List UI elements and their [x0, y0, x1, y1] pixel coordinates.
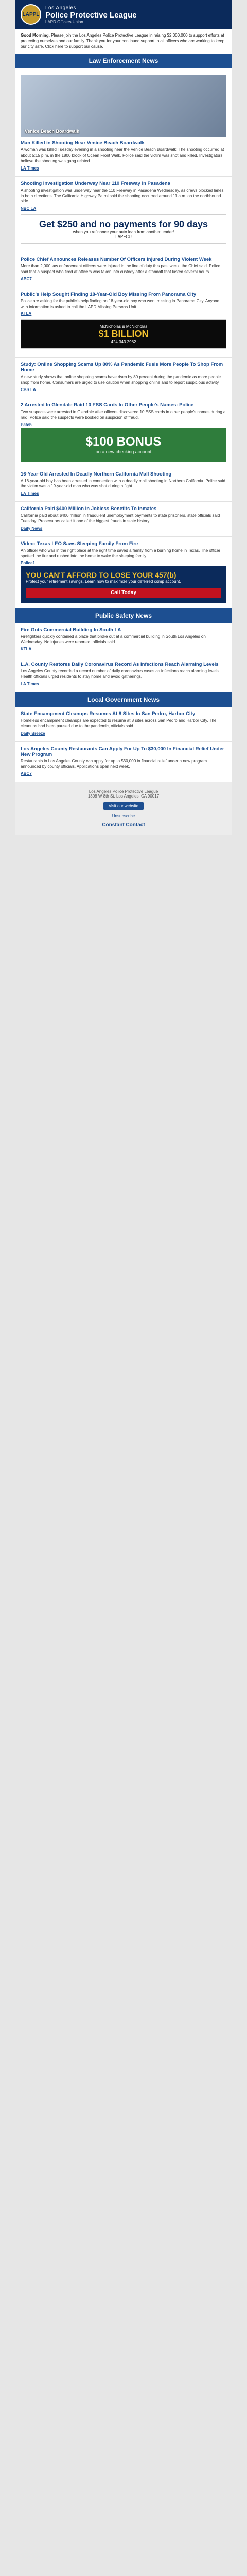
story: [15, 742, 232, 783]
story-title[interactable]: Fire Guts Commercial Building In South LA: [21, 626, 121, 633]
story: [15, 502, 232, 537]
story-link[interactable]: Police1: [21, 561, 36, 566]
story-title[interactable]: 16-Year-Old Arrested In Deadly Northern California Mall Shooting: [21, 471, 172, 477]
ad-brand: LAPFCU: [115, 234, 132, 240]
intro: [15, 29, 232, 54]
story-title[interactable]: California Paid $400 Million In Jobless Benefits To Inmates: [21, 506, 157, 512]
story-title[interactable]: Man Killed in Shooting Near Venice Beach Boardwalk: [21, 140, 145, 146]
story-link[interactable]: LA Times: [21, 491, 39, 496]
story-title[interactable]: Los Angeles County Restaurants Can Apply For Up To $30,000 In Financial Relief Under New Program: [21, 745, 224, 757]
ad-phone: 424.343.2982: [111, 340, 136, 345]
ad-lapfcu[interactable]: [21, 214, 226, 244]
story-body: A shooting investigation was underway near the 110 Freeway in Pasadena Wednesday, as crews blocked lanes in both directions. The California Highway Patrol said the shooting occurred around 11 a.m. on the northbound side.: [21, 188, 224, 204]
story-link[interactable]: Daily News: [21, 526, 43, 531]
story-link[interactable]: Daily Breeze: [21, 731, 45, 736]
story-title[interactable]: Study: Online Shopping Scams Up 80% As Pandemic Fuels More People To Shop From Home: [21, 362, 223, 374]
ad-call-button[interactable]: Call Today: [26, 588, 221, 598]
story-body: An officer who was in the right place at the right time saved a family from a burning home in Texas. The officer spotted the fire and rushed into the home to wake the sleeping family.: [21, 548, 221, 558]
greeting: Good Morning,: [21, 33, 50, 38]
ad-headline: $100 BONUS: [85, 434, 162, 449]
story-body: Two suspects were arrested in Glendale after officers discovered 10 ESS cards in other people's names during a raid. Police said the suspects were booked on suspicion of fraud.: [21, 409, 226, 420]
story-link[interactable]: CBS LA: [21, 387, 36, 392]
ad-headline: YOU CAN'T AFFORD TO LOSE YOUR 457(b): [26, 571, 177, 580]
unsubscribe-link[interactable]: Unsubscribe: [112, 814, 135, 819]
brand-line2: Police Protective League: [45, 10, 137, 20]
header: [15, 0, 232, 29]
story-link[interactable]: ABC7: [21, 276, 32, 281]
story: [15, 398, 232, 467]
brand-line3: LAPD Officers Union: [45, 19, 83, 24]
story-body: More than 2,000 law enforcement officers were injured in the line of duty this past week, the Chief said. Police said that a suspect who fired at officers was taken into custody after a standoff that lasted several hours.: [21, 264, 221, 274]
footer-org: Los Angeles Police Protective League: [89, 789, 158, 794]
story-link[interactable]: Patch: [21, 422, 32, 427]
section-safety: Public Safety News: [15, 608, 232, 623]
ad-law-firm[interactable]: [21, 319, 226, 349]
story: [15, 177, 232, 252]
constant-contact-logo[interactable]: Constant Contact: [102, 822, 145, 828]
story: [15, 252, 232, 287]
story-link[interactable]: LA Times: [21, 681, 39, 686]
ad-sub: on a new checking account: [95, 449, 152, 454]
ad-brand: McNicholas & McNicholas: [99, 324, 148, 329]
story-title[interactable]: State Encampment Cleanups Resumes At 8 Sites In San Pedro, Harbor City: [21, 710, 196, 717]
ad-sub: when you refinance your auto loan from another lender!: [73, 230, 174, 235]
section-law: Law Enforcement News: [15, 54, 232, 68]
story: [15, 657, 232, 692]
footer: [15, 782, 232, 835]
story: [15, 537, 232, 608]
story: [15, 287, 232, 358]
brand-line1: Los Angeles: [45, 5, 76, 11]
story-title[interactable]: Video: Texas LEO Saws Sleeping Family From Fire: [21, 540, 138, 547]
story-title[interactable]: 2 Arrested In Glendale Raid 10 ESS Cards In Other People's Names: Police: [21, 402, 194, 408]
story-link[interactable]: LA Times: [21, 165, 39, 171]
story-body: Firefighters quickly contained a blaze that broke out at a commercial building in South Los Angeles on Wednesday. No injuries were reported, officials said.: [21, 634, 206, 645]
story-body: A 16-year-old boy has been arrested in connection with a deadly mall shooting in Northern California. Police said the victim was a 19-year-old man who was shot during a fight.: [21, 478, 226, 489]
ad-bonus[interactable]: [21, 428, 226, 462]
photo-caption: Venice Beach Boardwalk: [25, 129, 80, 134]
intro-text: Please join the Los Angeles Police Protective League in raising $2,000,000 to support efforts at protecting ourselves and our family. Thank you for your continued support to all officers who are working to keep our city safe. Click here to support our cause.: [21, 33, 225, 49]
story: [15, 467, 232, 502]
visit-website-button[interactable]: Visit our website: [103, 802, 144, 810]
story: [15, 707, 232, 742]
story-link[interactable]: KTLA: [21, 311, 32, 316]
story-body: Los Angeles County recorded a record number of daily coronavirus cases as infections reach alarming levels. Health officials urged residents to stay home and avoid gatherings.: [21, 669, 220, 680]
story-title[interactable]: L.A. County Restores Daily Coronavirus Record As Infections Reach Alarming Levels: [21, 662, 219, 668]
ad-headline: Get $250 and no payments for 90 days: [39, 219, 208, 230]
story-title[interactable]: Public's Help Sought Finding 18-Year-Old Boy Missing From Panorama City: [21, 291, 197, 297]
story: [15, 358, 232, 398]
story-body: A new study shows that online shopping scams have risen by 80 percent during the pandemic as more people shop from home. Consumers are urged to use caution when shopping online and to report suspicious activity.: [21, 375, 221, 385]
story: [15, 68, 232, 176]
ad-headline: $1 BILLION: [98, 329, 149, 340]
footer-address: 1308 W 8th St, Los Angeles, CA 90017: [87, 794, 160, 799]
story-body: A woman was killed Tuesday evening in a shooting near the Venice Beach Boardwalk. The shooting occurred at about 5:15 p.m. in the 1800 block of Ocean Front Walk. Police said the victim was shot and killed. Investigators believe the shooting was gang related.: [21, 147, 224, 163]
story-title[interactable]: Police Chief Announces Releases Number Of Officers Injured During Violent Week: [21, 257, 212, 263]
story-photo: [21, 75, 226, 137]
story-link[interactable]: NBC LA: [21, 206, 37, 211]
story-body: Police are asking for the public's help finding an 18-year-old boy who went missing in Panorama City. Anyone with information is asked to call the LAPD Missing Persons Unit.: [21, 298, 220, 309]
lappl-badge-icon: LAPPL: [21, 4, 41, 25]
ad-457b[interactable]: [21, 566, 226, 602]
brand: [45, 5, 137, 24]
story-body: Restaurants in Los Angeles County can apply for up to $30,000 in financial relief under a new program announced by county officials. Applications open next week.: [21, 758, 207, 769]
story-title[interactable]: Shooting Investigation Underway Near 110 Freeway in Pasadena: [21, 180, 170, 187]
newsletter: [15, 0, 232, 835]
story-link[interactable]: KTLA: [21, 647, 32, 652]
ad-text: Protect your retirement savings. Learn how to maximize your deferred comp account.: [26, 579, 181, 584]
story: [15, 623, 232, 658]
story-body: California paid about $400 million in fraudulent unemployment payments to state prisoners, state officials said Tuesday. Prosecutors called it one of the biggest frauds in state history.: [21, 513, 220, 523]
section-local: Local Government News: [15, 692, 232, 707]
story-link[interactable]: ABC7: [21, 771, 32, 776]
story-body: Homeless encampment cleanups are expected to resume at 8 sites across San Pedro and Harbor City. The cleanups had been paused due to the pandemic, officials said.: [21, 718, 217, 728]
